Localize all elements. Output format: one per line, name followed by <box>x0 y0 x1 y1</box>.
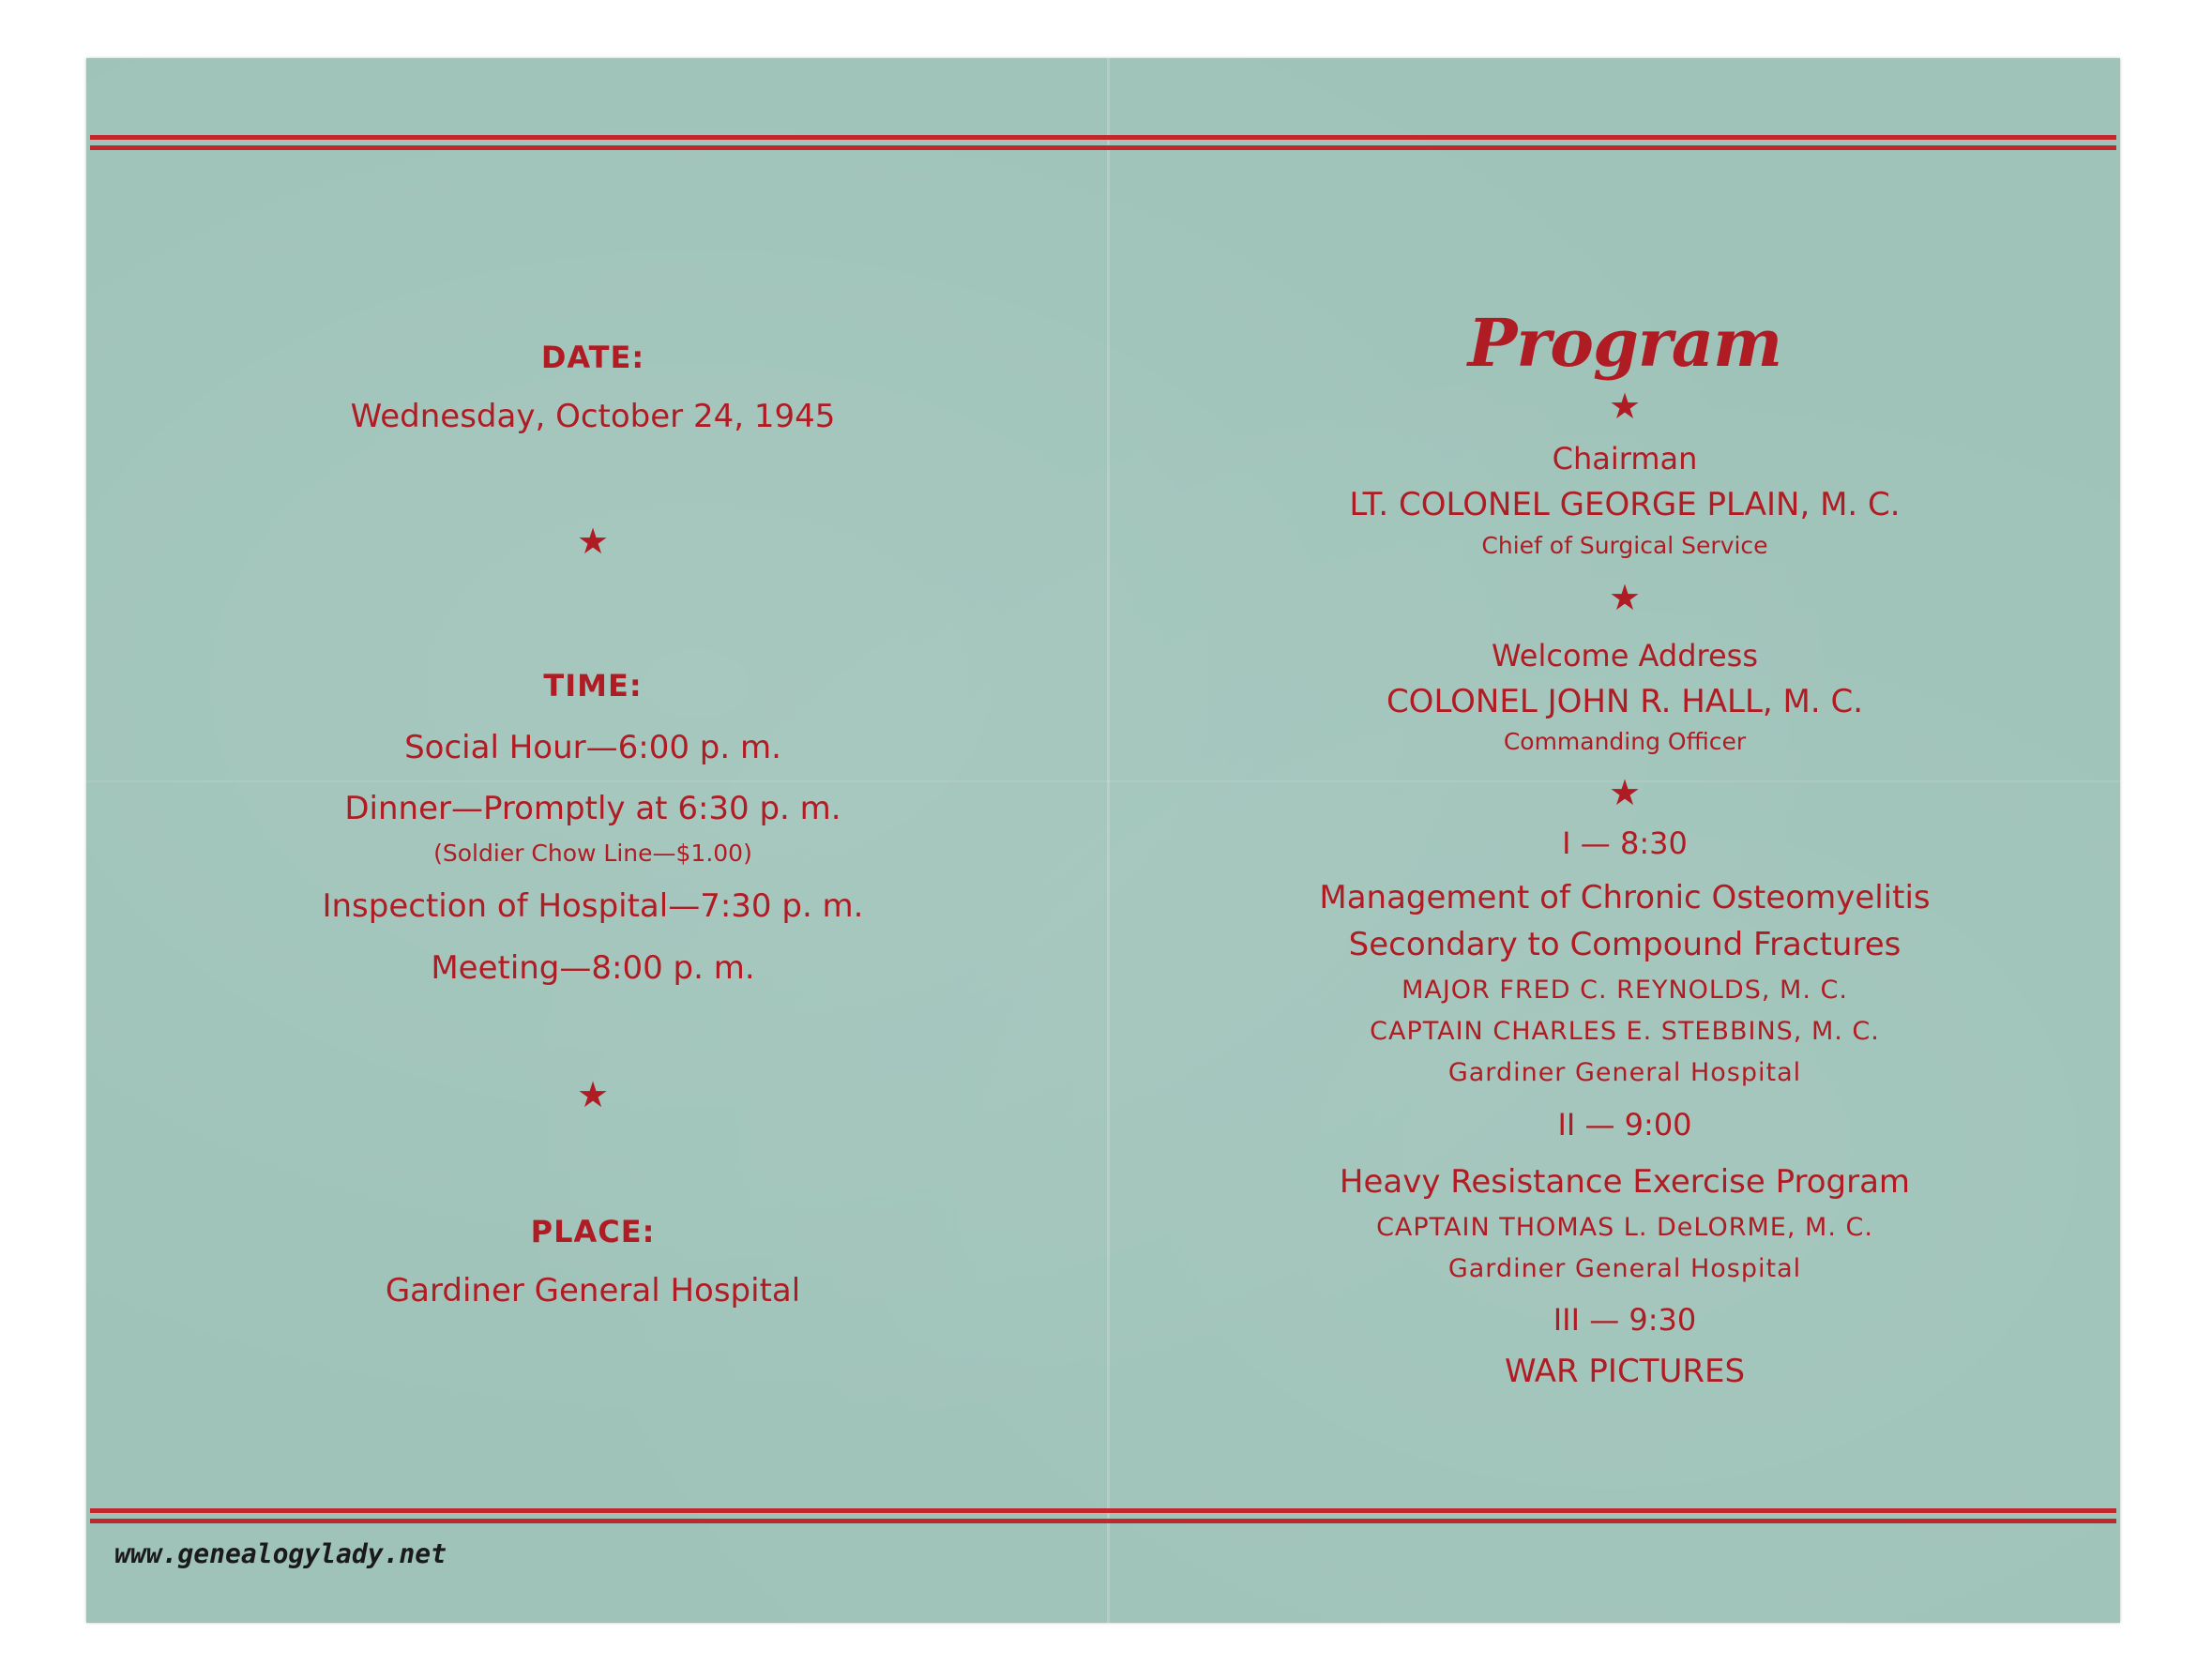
session-1-time: I — 8:30 <box>1562 825 1688 861</box>
date-heading: DATE: <box>540 340 645 375</box>
schedule-meeting: Meeting—8:00 p. m. <box>431 949 755 987</box>
welcome-role: Commanding Officer <box>1503 728 1747 755</box>
chairman-role: Chief of Surgical Service <box>1481 532 1768 559</box>
date-value: Wednesday, October 24, 1945 <box>350 398 836 435</box>
session-1-speaker-2: CAPTAIN CHARLES E. STEBBINS, M. C. <box>1370 1017 1880 1046</box>
schedule-chow-line-note: (Soldier Chow Line—$1.00) <box>433 840 752 867</box>
chairman-label: Chairman <box>1552 441 1698 477</box>
session-1-title-line-1: Management of Chronic Osteomyelitis <box>1319 879 1931 916</box>
program-leaflet <box>86 58 2120 1623</box>
schedule-inspection: Inspection of Hospital—7:30 p. m. <box>322 887 864 925</box>
session-2-title: Heavy Resistance Exercise Program <box>1339 1163 1911 1201</box>
center-fold <box>1107 58 1110 1623</box>
session-2-affiliation: Gardiner General Hospital <box>1447 1254 1802 1283</box>
time-heading: TIME: <box>543 668 643 704</box>
schedule-social-hour: Social Hour—6:00 p. m. <box>404 729 781 766</box>
star-icon: ★ <box>576 521 610 562</box>
chairman-name: LT. COLONEL GEORGE PLAIN, M. C. <box>1349 486 1901 523</box>
star-icon: ★ <box>1608 386 1642 427</box>
top-double-rule <box>90 135 2116 150</box>
watermark-text: www.genealogylady.net <box>114 1538 447 1569</box>
star-icon: ★ <box>1608 772 1642 813</box>
bottom-double-rule <box>90 1508 2116 1523</box>
session-2-speaker: CAPTAIN THOMAS L. DeLORME, M. C. <box>1376 1213 1873 1242</box>
welcome-name: COLONEL JOHN R. HALL, M. C. <box>1386 683 1864 720</box>
place-heading: PLACE: <box>530 1214 656 1249</box>
session-2-time: II — 9:00 <box>1557 1107 1692 1143</box>
schedule-dinner: Dinner—Promptly at 6:30 p. m. <box>344 790 841 827</box>
place-value: Gardiner General Hospital <box>385 1272 801 1309</box>
session-1-affiliation: Gardiner General Hospital <box>1447 1058 1802 1087</box>
program-title: Program <box>1467 304 1782 382</box>
session-3-title: WAR PICTURES <box>1504 1353 1746 1390</box>
session-3-time: III — 9:30 <box>1553 1302 1697 1338</box>
session-1-title-line-2: Secondary to Compound Fractures <box>1348 926 1902 963</box>
star-icon: ★ <box>576 1074 610 1115</box>
session-1-speaker-1: MAJOR FRED C. REYNOLDS, M. C. <box>1402 976 1848 1005</box>
star-icon: ★ <box>1608 577 1642 618</box>
welcome-label: Welcome Address <box>1492 638 1758 674</box>
